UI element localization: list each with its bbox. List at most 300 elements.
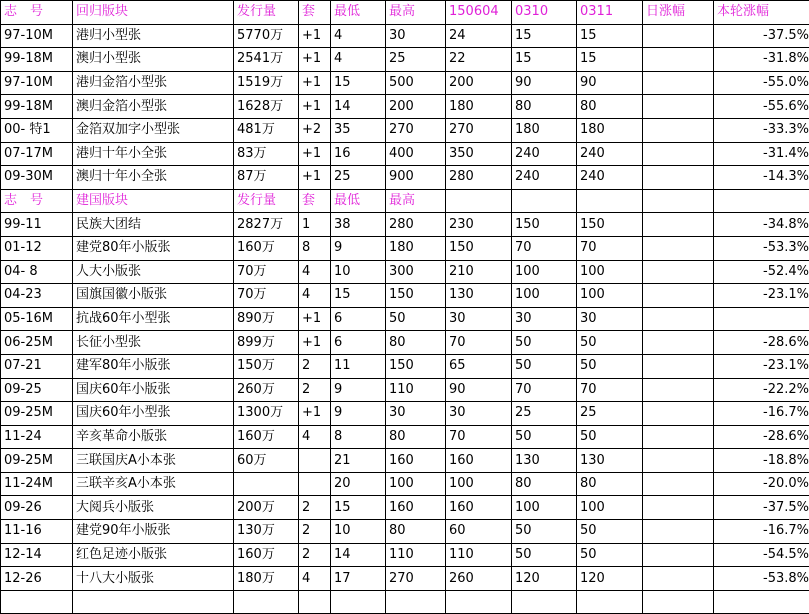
cell-low: 21 (331, 449, 386, 473)
cell-round-change: -14.3% (714, 166, 809, 190)
cell-p0310: 25 (512, 402, 577, 426)
cell-p150604: 100 (446, 472, 512, 496)
cell-set: 4 (299, 260, 331, 284)
cell-round-change: -31.8% (714, 48, 809, 72)
table-row (1, 472, 809, 496)
cell-p0310: 100 (512, 260, 577, 284)
cell-name: 建党80年小版张 (73, 236, 234, 260)
cell-daily-change (643, 331, 714, 355)
cell-p150604: 160 (446, 449, 512, 473)
cell-p0311: 15 (577, 24, 643, 48)
cell-daily-change (643, 95, 714, 119)
cell-p150604: 30 (446, 307, 512, 331)
cell-code: 99-18M (1, 95, 73, 119)
header-p150604 (446, 189, 512, 213)
header-daily-change (643, 189, 714, 213)
header-p0310: 0310 (512, 1, 577, 25)
cell-set: 4 (299, 284, 331, 308)
cell-high: 80 (386, 520, 446, 544)
cell-p150604: 110 (446, 543, 512, 567)
cell-high: 270 (386, 118, 446, 142)
cell-daily-change (643, 213, 714, 237)
cell-round-change: -28.6% (714, 425, 809, 449)
cell-p150604: 230 (446, 213, 512, 237)
cell-p0311: 120 (577, 567, 643, 591)
cell-issue: 899万 (234, 331, 299, 355)
cell-low: 14 (331, 95, 386, 119)
cell-low: 15 (331, 71, 386, 95)
cell-code: 99-18M (1, 48, 73, 72)
cell-issue: 160万 (234, 425, 299, 449)
cell-name: 大阅兵小版张 (73, 496, 234, 520)
cell-p0311: 130 (577, 449, 643, 473)
cell-p0310: 240 (512, 142, 577, 166)
cell-p0310: 130 (512, 449, 577, 473)
table-row (1, 118, 809, 142)
cell-daily-change (643, 543, 714, 567)
cell-issue: 5770万 (234, 24, 299, 48)
table-row (1, 567, 809, 591)
cell-low: 4 (331, 24, 386, 48)
cell-code: 09-25M (1, 449, 73, 473)
cell-set: 4 (299, 567, 331, 591)
cell-round-change: -16.7% (714, 402, 809, 426)
cell-p150604: 210 (446, 260, 512, 284)
cell-low: 10 (331, 260, 386, 284)
cell-p0311: 50 (577, 425, 643, 449)
header-issue: 发行量 (234, 189, 299, 213)
cell-p150604: 24 (446, 24, 512, 48)
header-p150604: 150604 (446, 1, 512, 25)
cell-low: 16 (331, 142, 386, 166)
cell-p0311: 240 (577, 142, 643, 166)
cell-p0311: 100 (577, 496, 643, 520)
cell-high: 280 (386, 213, 446, 237)
cell-p0310: 30 (512, 307, 577, 331)
cell-high: 270 (386, 567, 446, 591)
cell-set: 8 (299, 236, 331, 260)
cell-p150604 (446, 590, 512, 614)
cell-low: 38 (331, 213, 386, 237)
table-row (1, 307, 809, 331)
cell-code: 01-12 (1, 236, 73, 260)
cell-round-change: -55.6% (714, 95, 809, 119)
header-name: 回归版块 (73, 1, 234, 25)
cell-low: 15 (331, 496, 386, 520)
cell-name: 三联辛亥A小本张 (73, 472, 234, 496)
cell-round-change: -23.1% (714, 354, 809, 378)
cell-code: 99-11 (1, 213, 73, 237)
cell-low (331, 590, 386, 614)
cell-p0311: 100 (577, 284, 643, 308)
cell-set: +1 (299, 402, 331, 426)
table-row (1, 449, 809, 473)
cell-daily-change (643, 24, 714, 48)
header-p0311: 0311 (577, 1, 643, 25)
cell-low: 6 (331, 331, 386, 355)
cell-p0311: 80 (577, 95, 643, 119)
cell-high: 500 (386, 71, 446, 95)
cell-p0310: 50 (512, 520, 577, 544)
table-row (1, 95, 809, 119)
cell-round-change: -54.5% (714, 543, 809, 567)
cell-daily-change (643, 354, 714, 378)
table-row (1, 260, 809, 284)
cell-p150604: 60 (446, 520, 512, 544)
cell-set: +2 (299, 118, 331, 142)
cell-set: 2 (299, 520, 331, 544)
cell-issue: 87万 (234, 166, 299, 190)
cell-low: 6 (331, 307, 386, 331)
cell-name: 十八大小版张 (73, 567, 234, 591)
cell-p150604: 70 (446, 425, 512, 449)
cell-set: +1 (299, 331, 331, 355)
header-high: 最高 (386, 189, 446, 213)
cell-p0310: 240 (512, 166, 577, 190)
cell-issue: 70万 (234, 284, 299, 308)
cell-p0310: 100 (512, 284, 577, 308)
cell-name: 港归小型张 (73, 24, 234, 48)
cell-p0310: 90 (512, 71, 577, 95)
cell-set: 4 (299, 425, 331, 449)
cell-set: 2 (299, 378, 331, 402)
cell-issue: 1628万 (234, 95, 299, 119)
cell-issue: 160万 (234, 543, 299, 567)
cell-low: 4 (331, 48, 386, 72)
cell-code: 11-16 (1, 520, 73, 544)
header-round-change: 本轮涨幅 (714, 1, 809, 25)
cell-round-change: -31.4% (714, 142, 809, 166)
header-p0311 (577, 189, 643, 213)
cell-high: 900 (386, 166, 446, 190)
cell-p0310: 80 (512, 95, 577, 119)
cell-code: 05-16M (1, 307, 73, 331)
cell-code: 07-17M (1, 142, 73, 166)
cell-low: 35 (331, 118, 386, 142)
cell-p0311: 50 (577, 543, 643, 567)
cell-low: 9 (331, 378, 386, 402)
table-row (1, 590, 809, 614)
cell-p0310: 120 (512, 567, 577, 591)
cell-low: 20 (331, 472, 386, 496)
cell-p150604: 280 (446, 166, 512, 190)
cell-daily-change (643, 284, 714, 308)
cell-p0310 (512, 590, 577, 614)
cell-p0310: 180 (512, 118, 577, 142)
cell-p0311: 50 (577, 331, 643, 355)
cell-set: 1 (299, 213, 331, 237)
cell-issue: 2541万 (234, 48, 299, 72)
cell-high: 400 (386, 142, 446, 166)
table-row (1, 520, 809, 544)
cell-low: 15 (331, 284, 386, 308)
cell-high: 160 (386, 496, 446, 520)
cell-name: 国旗国徽小版张 (73, 284, 234, 308)
cell-p0310: 15 (512, 24, 577, 48)
cell-p150604: 260 (446, 567, 512, 591)
cell-high: 50 (386, 307, 446, 331)
cell-daily-change (643, 378, 714, 402)
cell-issue: 83万 (234, 142, 299, 166)
cell-name: 辛亥革命小版张 (73, 425, 234, 449)
cell-set: +1 (299, 48, 331, 72)
cell-daily-change (643, 567, 714, 591)
cell-high (386, 590, 446, 614)
cell-p0311: 90 (577, 71, 643, 95)
cell-set: +1 (299, 307, 331, 331)
cell-p150604: 65 (446, 354, 512, 378)
cell-name: 人大小版张 (73, 260, 234, 284)
cell-p0311: 70 (577, 236, 643, 260)
cell-set: 2 (299, 543, 331, 567)
cell-low: 9 (331, 236, 386, 260)
cell-round-change: -22.2% (714, 378, 809, 402)
cell-issue: 160万 (234, 236, 299, 260)
cell-issue (234, 590, 299, 614)
cell-round-change: -33.3% (714, 118, 809, 142)
table-row (1, 496, 809, 520)
cell-p150604: 130 (446, 284, 512, 308)
cell-round-change: -53.3% (714, 236, 809, 260)
table-row (1, 543, 809, 567)
cell-code: 09-30M (1, 166, 73, 190)
cell-p0311: 180 (577, 118, 643, 142)
cell-p150604: 30 (446, 402, 512, 426)
cell-high: 150 (386, 284, 446, 308)
cell-code: 09-26 (1, 496, 73, 520)
cell-daily-change (643, 118, 714, 142)
cell-p0311: 100 (577, 260, 643, 284)
cell-daily-change (643, 307, 714, 331)
cell-code: 00- 特1 (1, 118, 73, 142)
cell-p0311: 70 (577, 378, 643, 402)
table-row (1, 48, 809, 72)
cell-high: 110 (386, 378, 446, 402)
cell-high: 100 (386, 472, 446, 496)
cell-name: 澳归小型张 (73, 48, 234, 72)
cell-name: 抗战60年小型张 (73, 307, 234, 331)
cell-p150604: 70 (446, 331, 512, 355)
header-low: 最低 (331, 189, 386, 213)
cell-low: 17 (331, 567, 386, 591)
cell-name: 金箔双加字小型张 (73, 118, 234, 142)
header-daily-change: 日涨幅 (643, 1, 714, 25)
cell-issue: 60万 (234, 449, 299, 473)
cell-issue: 200万 (234, 496, 299, 520)
cell-name: 澳归金箔小型张 (73, 95, 234, 119)
cell-round-change: -16.7% (714, 520, 809, 544)
cell-daily-change (643, 472, 714, 496)
cell-round-change: -34.8% (714, 213, 809, 237)
cell-code: 09-25M (1, 402, 73, 426)
cell-set (299, 590, 331, 614)
cell-code: 12-26 (1, 567, 73, 591)
cell-name: 国庆60年小型张 (73, 402, 234, 426)
table-row (1, 166, 809, 190)
header-issue: 发行量 (234, 1, 299, 25)
cell-daily-change (643, 260, 714, 284)
cell-code: 97-10M (1, 71, 73, 95)
cell-code: 11-24M (1, 472, 73, 496)
header-low: 最低 (331, 1, 386, 25)
cell-name: 澳归十年小全张 (73, 166, 234, 190)
cell-set: +1 (299, 71, 331, 95)
table-row (1, 354, 809, 378)
cell-name: 国庆60年小版张 (73, 378, 234, 402)
cell-low: 10 (331, 520, 386, 544)
cell-code: 97-10M (1, 24, 73, 48)
cell-p150604: 200 (446, 71, 512, 95)
cell-round-change: -20.0% (714, 472, 809, 496)
cell-round-change: -28.6% (714, 331, 809, 355)
cell-daily-change (643, 402, 714, 426)
cell-p0310: 50 (512, 543, 577, 567)
cell-high: 80 (386, 425, 446, 449)
cell-issue: 180万 (234, 567, 299, 591)
cell-p150604: 270 (446, 118, 512, 142)
cell-p0310: 70 (512, 378, 577, 402)
cell-name: 红色足迹小版张 (73, 543, 234, 567)
table-row (1, 24, 809, 48)
cell-set: 2 (299, 496, 331, 520)
cell-high: 30 (386, 24, 446, 48)
cell-p150604: 90 (446, 378, 512, 402)
cell-daily-change (643, 590, 714, 614)
cell-set (299, 472, 331, 496)
cell-high: 80 (386, 331, 446, 355)
cell-p0311: 240 (577, 166, 643, 190)
cell-round-change: -55.0% (714, 71, 809, 95)
cell-issue: 260万 (234, 378, 299, 402)
table-row (1, 213, 809, 237)
cell-high: 110 (386, 543, 446, 567)
cell-p0310: 50 (512, 425, 577, 449)
cell-name: 长征小型张 (73, 331, 234, 355)
cell-low: 25 (331, 166, 386, 190)
cell-set: +1 (299, 95, 331, 119)
header-round-change (714, 189, 809, 213)
table-row (1, 236, 809, 260)
header-code: 志 号 (1, 189, 73, 213)
cell-name: 港归金箔小型张 (73, 71, 234, 95)
cell-low: 8 (331, 425, 386, 449)
table-row (1, 402, 809, 426)
cell-high: 200 (386, 95, 446, 119)
cell-issue: 2827万 (234, 213, 299, 237)
cell-low: 11 (331, 354, 386, 378)
table-row (1, 71, 809, 95)
cell-issue: 150万 (234, 354, 299, 378)
cell-p150604: 160 (446, 496, 512, 520)
cell-name: 建军80年小版张 (73, 354, 234, 378)
header-code: 志 号 (1, 1, 73, 25)
cell-issue: 130万 (234, 520, 299, 544)
cell-p0311 (577, 590, 643, 614)
cell-round-change: -37.5% (714, 24, 809, 48)
cell-p150604: 350 (446, 142, 512, 166)
cell-code: 12-14 (1, 543, 73, 567)
cell-p0310: 100 (512, 496, 577, 520)
cell-name (73, 590, 234, 614)
header-set: 套 (299, 1, 331, 25)
cell-round-change (714, 307, 809, 331)
cell-daily-change (643, 236, 714, 260)
header-set: 套 (299, 189, 331, 213)
table-row (1, 142, 809, 166)
cell-p0310: 70 (512, 236, 577, 260)
cell-code: 04- 8 (1, 260, 73, 284)
cell-p0311: 25 (577, 402, 643, 426)
cell-code: 07-21 (1, 354, 73, 378)
header-p0310 (512, 189, 577, 213)
cell-p0310: 15 (512, 48, 577, 72)
cell-high: 30 (386, 402, 446, 426)
cell-set: +1 (299, 24, 331, 48)
cell-daily-change (643, 425, 714, 449)
cell-issue: 1519万 (234, 71, 299, 95)
cell-p0311: 50 (577, 520, 643, 544)
cell-p0310: 50 (512, 331, 577, 355)
header-name: 建国版块 (73, 189, 234, 213)
cell-p150604: 150 (446, 236, 512, 260)
header-high: 最高 (386, 1, 446, 25)
cell-high: 180 (386, 236, 446, 260)
cell-round-change: -18.8% (714, 449, 809, 473)
cell-code: 09-25 (1, 378, 73, 402)
header-row-huigui (1, 1, 809, 25)
cell-daily-change (643, 520, 714, 544)
cell-daily-change (643, 449, 714, 473)
cell-name: 建党90年小版张 (73, 520, 234, 544)
cell-issue: 1300万 (234, 402, 299, 426)
cell-high: 150 (386, 354, 446, 378)
header-row-jianguo (1, 189, 809, 213)
cell-p0310: 80 (512, 472, 577, 496)
cell-p150604: 180 (446, 95, 512, 119)
cell-name: 三联国庆A小本张 (73, 449, 234, 473)
cell-issue: 890万 (234, 307, 299, 331)
cell-code (1, 590, 73, 614)
cell-round-change (714, 590, 809, 614)
cell-issue: 481万 (234, 118, 299, 142)
cell-low: 14 (331, 543, 386, 567)
table-row (1, 331, 809, 355)
cell-p0311: 15 (577, 48, 643, 72)
cell-code: 06-25M (1, 331, 73, 355)
cell-name: 港归十年小全张 (73, 142, 234, 166)
cell-daily-change (643, 496, 714, 520)
cell-high: 25 (386, 48, 446, 72)
table-row (1, 378, 809, 402)
cell-low: 9 (331, 402, 386, 426)
cell-name: 民族大团结 (73, 213, 234, 237)
cell-round-change: -52.4% (714, 260, 809, 284)
cell-high: 160 (386, 449, 446, 473)
cell-set (299, 449, 331, 473)
cell-p0310: 50 (512, 354, 577, 378)
cell-p0311: 50 (577, 354, 643, 378)
table-row (1, 284, 809, 308)
cell-p0310: 150 (512, 213, 577, 237)
cell-code: 04-23 (1, 284, 73, 308)
cell-round-change: -23.1% (714, 284, 809, 308)
cell-issue: 70万 (234, 260, 299, 284)
cell-issue (234, 472, 299, 496)
cell-p0311: 150 (577, 213, 643, 237)
cell-high: 300 (386, 260, 446, 284)
cell-daily-change (643, 142, 714, 166)
table-row (1, 425, 809, 449)
